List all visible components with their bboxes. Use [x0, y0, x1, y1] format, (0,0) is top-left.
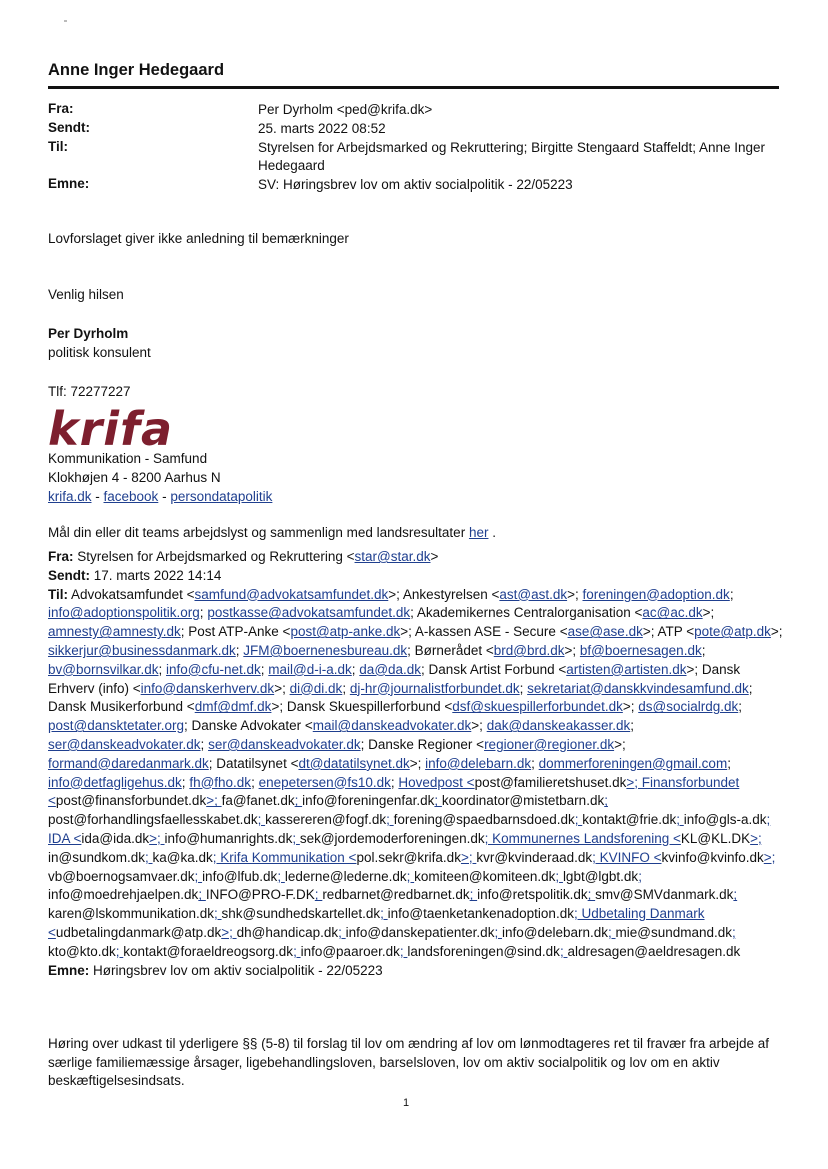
recipient-email-link[interactable]: ast@ast.dk [499, 586, 568, 602]
recipient-email-link[interactable]: ; [292, 830, 300, 846]
recipient-email-link[interactable]: info@danskerhverv.dk [140, 680, 275, 696]
sent-label: Sendt: [48, 120, 90, 135]
recipient-email-link[interactable]: >; [750, 830, 762, 846]
recipient-text: ; Post ATP-Anke < [180, 624, 291, 640]
recipient-text: dh@handicap.dk [236, 924, 339, 940]
recipient-text: info@foreningenfar.dk [302, 793, 435, 809]
recipient-text: ; [738, 699, 742, 715]
sent-value: 25. marts 2022 08:52 [258, 121, 386, 136]
recipient-text: kvinfo@kvinfo.dk [661, 849, 764, 865]
recipient-text: Advokatsamfundet < [68, 586, 195, 602]
recipient-text: info@delebarn.dk [501, 924, 608, 940]
recipient-text: info@humanrights.dk [164, 830, 293, 846]
forwarded-header [48, 548, 783, 980]
recipient-text: >; ATP < [642, 624, 695, 640]
from-email-link[interactable]: star@star.dk [354, 549, 431, 564]
krifa-link[interactable]: krifa.dk [48, 489, 92, 504]
recipient-email-link[interactable]: ; [406, 868, 415, 884]
recipient-text: ; [158, 661, 167, 677]
recipient-text: ; Danske Regioner < [360, 736, 485, 752]
recipient-text: ; [519, 680, 528, 696]
signature-links [48, 489, 272, 504]
survey-line [48, 525, 496, 540]
recipient-email-link[interactable]: ; Udbetaling Danmark < [48, 906, 705, 940]
recipient-email-link[interactable]: di@di.dk [289, 680, 343, 696]
survey-text: Mål din eller dit teams arbejdslyst og sammenlign med landsresultater [48, 525, 469, 540]
recipient-email-link[interactable]: post@dansktetater.org [48, 718, 185, 734]
recipient-text: ; [181, 774, 190, 790]
recipient-email-link[interactable]: ; KVINFO < [592, 849, 662, 865]
greeting: Venlig hilsen [48, 287, 124, 302]
recipient-text: vb@boernogsamvaer.dk [48, 868, 195, 884]
recipient-text: ; [531, 755, 539, 771]
recipient-email-link[interactable]: >; [149, 830, 165, 846]
recipient-text: info@paaroer.dk [300, 943, 400, 959]
recipient-email-link[interactable]: >; [763, 849, 776, 865]
recipient-text: >; [567, 586, 583, 602]
body-line: Lovforslaget giver ikke anledning til bemærkninger [48, 231, 349, 246]
signature-address: Klokhøjen 4 - 8200 Aarhus N [48, 470, 221, 485]
link-separator: - [158, 489, 171, 504]
signature-org: Kommunikation - Samfund [48, 451, 208, 466]
sent-label: Sendt: [48, 567, 90, 583]
hearing-paragraph: Høring over udkast til yderligere §§ (5-8) til forslag til lov om ændring af lov om lønmodtageres ret til fravær fra arbejde af særlige familiemæssige årsager, ligebehandlingsloven, barselsloven, lov om aktiv socialpolitik og lov om en aktiv beskæftigelsesindsats. [48, 1036, 770, 1088]
recipient-text: smv@SMVdanmark.dk [595, 887, 734, 903]
recipient-text: forening@spaedbarnsdoed.dk [393, 812, 575, 828]
header-rule [48, 86, 779, 89]
recipient-email-link[interactable]: ds@socialrdg.dk [638, 699, 739, 715]
recipient-text: udbetalingdanmark@atp.dk [55, 924, 222, 940]
recipient-email-link[interactable]: foreningen@adoption.dk [582, 586, 730, 602]
recipient-email-link[interactable]: amnesty@amnesty.dk [48, 624, 181, 640]
recipient-text: ; Akademikernes Centralorganisation < [410, 605, 643, 621]
recipient-email-link[interactable]: ; Kommunernes Landsforening < [484, 830, 681, 846]
recipient-text: ; [235, 642, 244, 658]
recipient-text: lgbt@lgbt.dk [562, 868, 639, 884]
recipient-email-link[interactable]: mail@d-i-a.dk [268, 661, 352, 677]
recipient-text: info@danskepatienter.dk [345, 924, 495, 940]
recipient-text: >; [564, 642, 580, 658]
recipient-email-link[interactable]: ; [469, 887, 478, 903]
recipient-email-link[interactable]: dommerforeningen@gmail.com [538, 755, 728, 771]
email2-sent-row [48, 567, 783, 586]
recipient-text: >; Dansk Erhverv (info) < [48, 661, 741, 696]
recipient-text: ka@ka.dk [152, 849, 213, 865]
recipient-email-link[interactable]: artisten@artisten.dk [566, 661, 687, 677]
recipient-text: ; [390, 774, 399, 790]
recipient-text: ; [729, 586, 734, 602]
recipient-text: ; [727, 755, 731, 771]
recipient-email-link[interactable]: ase@ase.dk [567, 624, 643, 640]
recipient-email-link[interactable]: dj-hr@journalistforbundet.dk [349, 680, 520, 696]
recipient-text: ; [701, 642, 706, 658]
recipient-text: ; Dansk Artist Forbund < [421, 661, 567, 677]
recipient-email-link[interactable]: ; [604, 793, 608, 809]
signature-title: politisk konsulent [48, 345, 151, 360]
recipient-text: pol.sekr@krifa.dk [356, 849, 461, 865]
recipient-email-link[interactable]: >; Finansforbundet < [48, 774, 740, 809]
recipient-email-link[interactable]: ; [732, 924, 736, 940]
recipient-text: aldresagen@aeldresagen.dk [567, 943, 741, 959]
recipient-text: info@gls-a.dk [683, 812, 767, 828]
recipient-email-link[interactable]: ; [380, 906, 388, 922]
recipient-email-link[interactable]: info@delebarn.dk [425, 755, 532, 771]
email2-to-row [48, 586, 783, 962]
recipient-text: post@finansforbundet.dk [55, 793, 207, 809]
recipient-email-link[interactable]: >; [206, 793, 222, 809]
recipient-email-link[interactable]: ; [399, 943, 408, 959]
recipient-email-link[interactable]: ; [338, 924, 346, 940]
subject-label: Emne: [48, 962, 90, 978]
recipient-text: kto@kto.dk [48, 943, 116, 959]
recipient-text: >; [770, 624, 783, 640]
recipient-email-link[interactable]: dsf@skuespillerforbundet.dk [452, 699, 623, 715]
recipient-text: >; [471, 718, 487, 734]
recipient-email-link[interactable]: >; [460, 849, 477, 865]
recipient-text: ; [342, 680, 350, 696]
recipient-email-link[interactable]: dt@datatilsynet.dk [298, 755, 410, 771]
recipient-text: post@forhandlingsfaellesskabet.dk [48, 812, 258, 828]
recipient-text: ; Børnerådet < [407, 642, 494, 658]
recipient-text: fa@fanet.dk [221, 793, 295, 809]
to-value: Styrelsen for Arbejdsmarked og Rekruttering; Birgitte Stengaard Staffeldt; Anne Inger Hedegaard [258, 140, 766, 173]
recipient-text: sek@jordemoderforeningen.dk [299, 830, 485, 846]
recipient-email-link[interactable]: ser@danskeadvokater.dk [208, 736, 361, 752]
recipient-text: redbarnet@redbarnet.dk [322, 887, 470, 903]
recipient-text: komiteen@komiteen.dk [414, 868, 556, 884]
recipient-text: ; Danske Advokater < [184, 718, 313, 734]
recipient-email-link[interactable]: ; [194, 868, 203, 884]
recipient-text: kassereren@fogf.dk [265, 812, 387, 828]
recipient-email-link[interactable]: ; [676, 812, 684, 828]
recipient-text: info@taenketankenadoption.dk [387, 906, 574, 922]
recipient-email-link[interactable]: samfund@advokatsamfundet.dk [194, 586, 389, 602]
recipient-email-link[interactable]: ; [574, 812, 583, 828]
scan-speck [64, 20, 67, 22]
recipient-email-link[interactable]: ; [214, 906, 222, 922]
recipient-email-link[interactable]: bf@boernesagen.dk [579, 642, 702, 658]
recipient-email-link[interactable]: ; [293, 943, 301, 959]
recipient-text: >; A-kassen ASE - Secure < [400, 624, 568, 640]
recipient-text: ida@ida.dk [81, 830, 150, 846]
recipient-email-link[interactable]: ; [277, 868, 285, 884]
recipient-text: shk@sundhedskartellet.dk [221, 906, 381, 922]
sent-value: 17. marts 2022 14:14 [90, 567, 222, 583]
recipient-email-link[interactable]: sikkerjur@businessdanmark.dk [48, 642, 236, 658]
subject-value: Høringsbrev lov om aktiv socialpolitik - 22/05223 [89, 962, 383, 978]
recipient-email-link[interactable]: bv@bornsvilkar.dk [48, 661, 159, 677]
recipient-email-link[interactable]: formand@daredanmark.dk [48, 755, 209, 771]
recipient-email-link[interactable]: ; [587, 887, 596, 903]
recipient-text: info@lfub.dk [202, 868, 278, 884]
recipient-email-link[interactable]: fh@fho.dk [189, 774, 252, 790]
recipient-text: koordinator@mistetbarn.dk [441, 793, 605, 809]
recipient-email-link[interactable]: post@atp-anke.dk [290, 624, 401, 640]
recipient-text: >; [409, 755, 426, 771]
recipient-text: INFO@PRO-F.DK [205, 887, 315, 903]
recipient-email-link[interactable]: info@adoptionspolitik.org [48, 605, 200, 621]
recipient-email-link[interactable]: postkasse@advokatsamfundet.dk [207, 605, 411, 621]
recipient-email-link[interactable]: ; [314, 887, 323, 903]
recipient-text: ; [351, 661, 360, 677]
recipient-email-link[interactable]: enepetersen@fs10.dk [258, 774, 391, 790]
recipient-email-link[interactable]: Hovedpost < [398, 774, 475, 790]
recipient-text: kontakt@foraeldreogsorg.dk [123, 943, 294, 959]
recipient-email-link[interactable]: >; [221, 924, 237, 940]
recipient-email-link[interactable]: ; [555, 868, 563, 884]
recipient-email-link[interactable]: ; [608, 924, 616, 940]
recipient-email-link[interactable]: da@da.dk [359, 661, 422, 677]
recipient-text: >; Dansk Skuespillerforbund < [271, 699, 453, 715]
subject-value: SV: Høringsbrev lov om aktiv socialpolitik - 22/05223 [258, 177, 573, 192]
recipient-email-link[interactable]: dak@danskeakasser.dk [486, 718, 631, 734]
recipient-text: >; [614, 736, 626, 752]
to-label: Til: [48, 586, 68, 602]
recipient-text: info@retspolitik.dk [477, 887, 588, 903]
recipient-text: ; [199, 605, 208, 621]
from-value: Per Dyrholm <ped@krifa.dk> [258, 102, 433, 117]
recipient-text: ; Dansk Musikerforbund < [48, 680, 753, 715]
recipient-text: KL@KL.DK [680, 830, 751, 846]
recipient-email-link[interactable]: ; [494, 924, 502, 940]
recipient-email-link[interactable]: sekretariat@danskkvindesamfund.dk [527, 680, 749, 696]
recipient-email-link[interactable]: ; [257, 812, 266, 828]
signature-name: Per Dyrholm [48, 326, 129, 341]
recipient-text: kvr@kvinderaad.dk [476, 849, 593, 865]
recipient-text: ; Datatilsynet < [208, 755, 299, 771]
recipient-text: >; [702, 605, 715, 621]
survey-link[interactable]: her [468, 525, 489, 540]
recipient-text: karen@lskommunikation.dk [48, 906, 215, 922]
from-label: Fra: [48, 101, 74, 116]
facebook-link[interactable]: facebook [103, 489, 159, 504]
recipient-text: kontakt@frie.dk [582, 812, 677, 828]
recipient-email-link[interactable]: ; Krifa Kommunikation < [212, 849, 357, 865]
subject-label: Emne: [48, 176, 90, 191]
recipient-email-link[interactable]: ; IDA < [48, 812, 771, 846]
link-separator: - [91, 489, 104, 504]
recipient-email-link[interactable]: mail@danskeadvokater.dk [312, 718, 472, 734]
recipient-email-link[interactable]: ; [294, 793, 303, 809]
recipient-text: lederne@lederne.dk [284, 868, 407, 884]
email2-subject-row [48, 962, 783, 981]
recipient-email-link[interactable]: ; [115, 943, 124, 959]
survey-end: . [488, 525, 496, 540]
recipient-email-link[interactable]: ; [386, 812, 394, 828]
recipient-text: landsforeningen@sind.dk [407, 943, 560, 959]
recipient-text: post@familieretshuset.dk [474, 774, 627, 790]
recipient-email-link[interactable]: ; [198, 887, 206, 903]
recipient-text: info@moedrehjaelpen.dk [48, 887, 199, 903]
to-label: Til: [48, 139, 68, 154]
recipient-email-link[interactable]: ; [638, 868, 642, 884]
recipient-text: >; [622, 699, 639, 715]
page-number: 1 [403, 1097, 410, 1109]
signature-phone: Tlf: 72277227 [48, 384, 131, 399]
recipient-text: in@sundkom.dk [48, 849, 145, 865]
recipient-email-link[interactable]: ; [145, 849, 153, 865]
recipient-text: mie@sundmand.dk [615, 924, 733, 940]
recipient-email-link[interactable]: ; [559, 943, 568, 959]
recipient-email-link[interactable]: ; [434, 793, 442, 809]
recipient-email-link[interactable]: pote@atp.dk [694, 624, 771, 640]
email2-from-row: Fra: Styrelsen for Arbejdsmarked og Rekruttering <star@star.dk> [48, 549, 439, 564]
recipient-text: >; [274, 680, 290, 696]
author-name: Anne Inger Hedegaard [48, 61, 225, 79]
recipient-text: ; [630, 718, 634, 734]
recipient-text: ; [200, 736, 209, 752]
recipient-email-link[interactable]: ac@ac.dk [642, 605, 703, 621]
recipient-email-link[interactable]: dmf@dmf.dk [194, 699, 272, 715]
recipient-email-link[interactable]: info@cfu-net.dk [166, 661, 261, 677]
recipient-text: >; Ankestyrelsen < [388, 586, 500, 602]
recipient-email-link[interactable]: JFM@boernenesbureau.dk [243, 642, 408, 658]
recipient-email-link[interactable]: regioner@regioner.dk [484, 736, 615, 752]
recipient-email-link[interactable]: info@detfagligehus.dk [48, 774, 182, 790]
recipient-email-link[interactable]: brd@brd.dk [493, 642, 565, 658]
krifa-logo: krifa [48, 402, 174, 456]
recipient-text: ; [260, 661, 269, 677]
from-label: Fra: [48, 549, 74, 564]
recipient-email-link[interactable]: ser@danskeadvokater.dk [48, 736, 201, 752]
from-name: Styrelsen for Arbejdsmarked og Rekruttering < [73, 549, 355, 564]
recipient-text: ; [251, 774, 259, 790]
privacy-link[interactable]: persondatapolitik [170, 489, 273, 504]
recipient-email-link[interactable]: ; [733, 887, 738, 903]
